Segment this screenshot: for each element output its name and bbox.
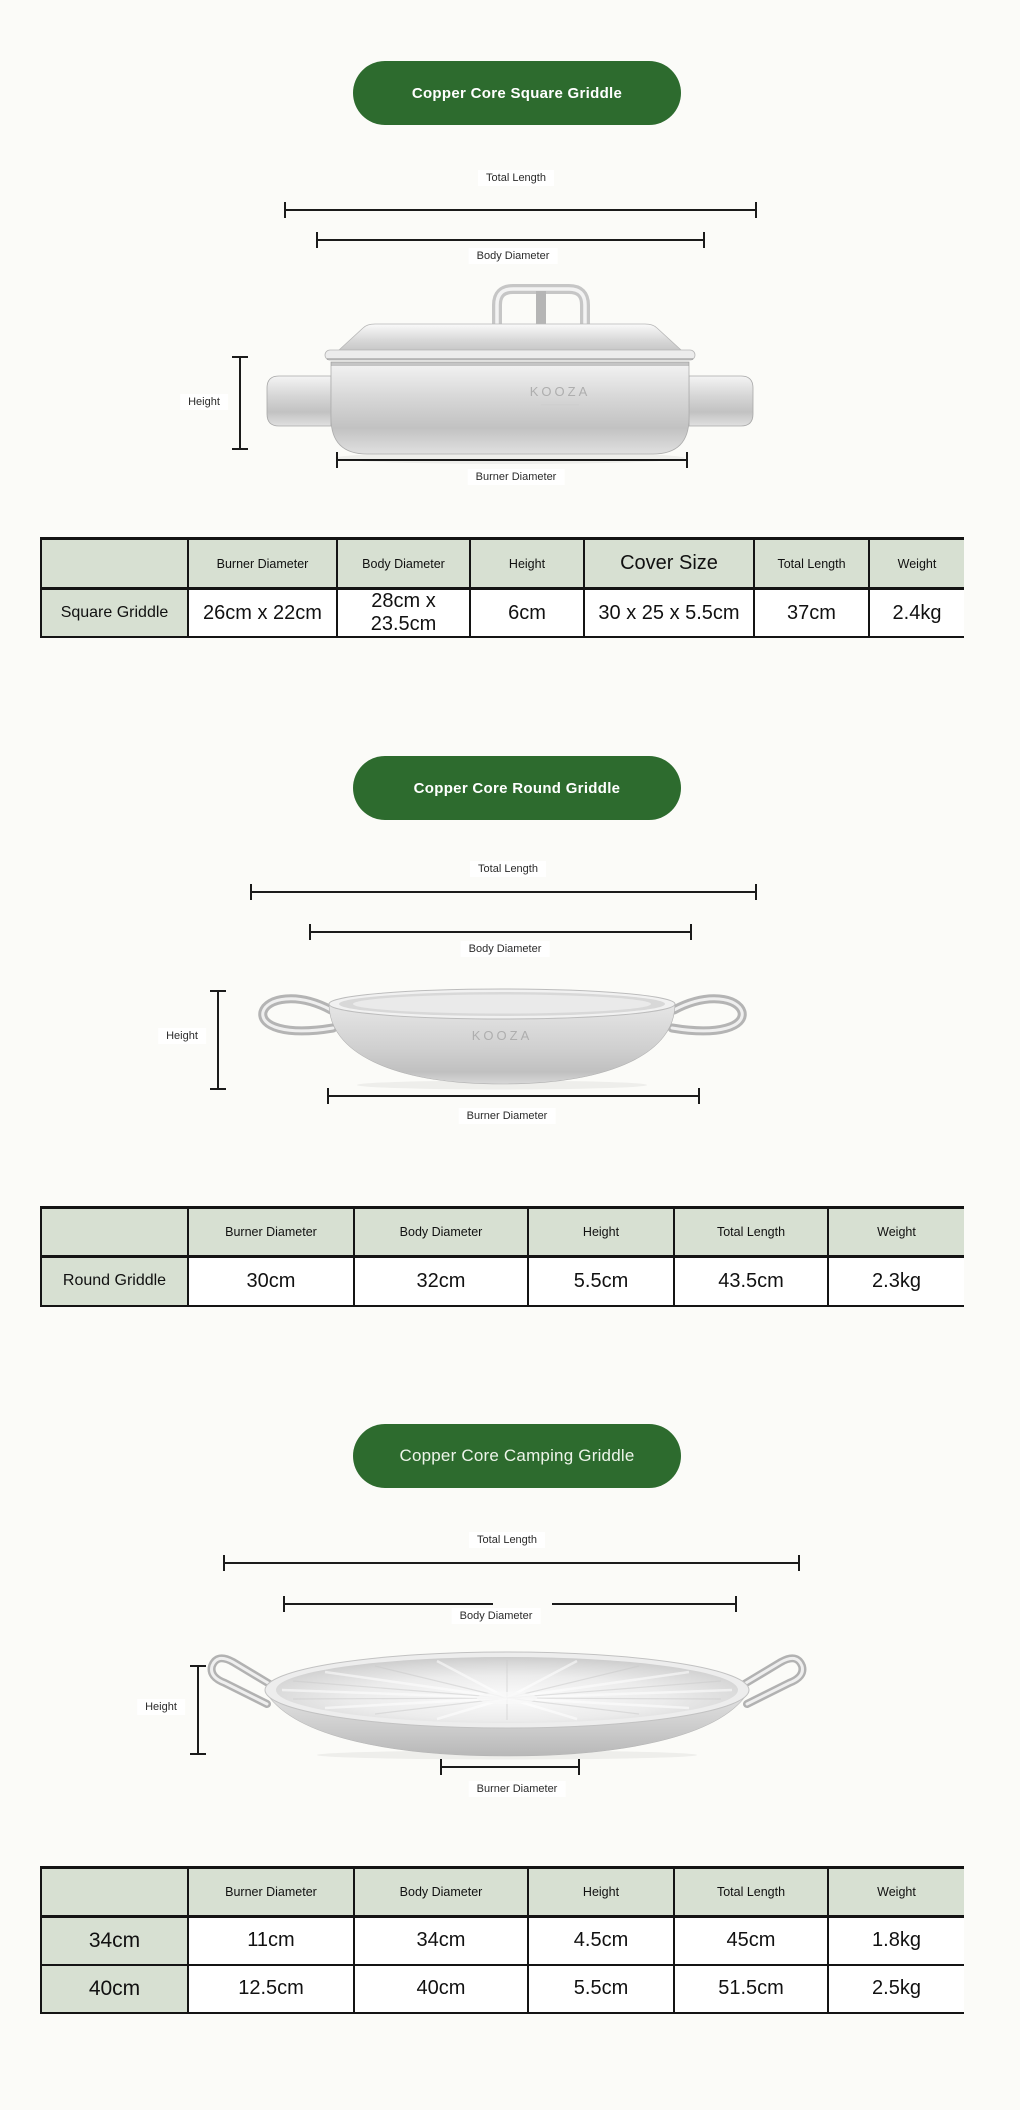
table-header-cell xyxy=(41,1208,188,1257)
right-loop-handle xyxy=(672,999,742,1031)
row-label-cell: 34cm xyxy=(41,1917,188,1965)
burner-diameter-label: Burner Diameter xyxy=(459,1108,556,1124)
square-griddle-product-image xyxy=(265,278,755,468)
section-title-square-griddle xyxy=(353,61,681,125)
burner-diameter-label: Burner Diameter xyxy=(469,1781,566,1797)
table-header-cell: Burner Diameter xyxy=(188,1208,354,1257)
spec-value-cell: 5.5cm xyxy=(528,1257,674,1306)
table-row xyxy=(41,1257,964,1306)
spec-value-cell: 2.4kg xyxy=(869,589,964,638)
body-diameter-line-right xyxy=(552,1603,737,1605)
brand-logo: KOOZA xyxy=(471,1028,533,1043)
spec-value-cell: 40cm xyxy=(354,1965,528,2013)
table-header-cell: Cover Size xyxy=(584,539,754,589)
table-header-cell: Body Diameter xyxy=(337,539,470,589)
table-header-cell: Weight xyxy=(828,1868,964,1917)
burner-diameter-label: Burner Diameter xyxy=(468,469,565,485)
height-line xyxy=(217,990,219,1090)
spec-value-cell: 51.5cm xyxy=(674,1965,828,2013)
brand-logo: KOOZA xyxy=(529,384,591,399)
total-length-line xyxy=(250,891,757,893)
row-label-cell: Square Griddle xyxy=(41,589,188,638)
burner-diameter-line xyxy=(327,1095,700,1097)
section-title-text: Copper Core Camping Griddle xyxy=(399,1446,635,1465)
body-diameter-label: Body Diameter xyxy=(461,941,550,957)
spec-value-cell: 37cm xyxy=(754,589,869,638)
lid-handle-icon xyxy=(497,289,585,328)
left-side-handle xyxy=(267,376,331,426)
lid xyxy=(339,324,681,350)
table-row xyxy=(41,589,964,638)
row-label-cell: Round Griddle xyxy=(41,1257,188,1306)
spec-value-cell: 6cm xyxy=(470,589,584,638)
row-label-cell: 40cm xyxy=(41,1965,188,2013)
table-header-cell: Height xyxy=(528,1208,674,1257)
table-header-cell xyxy=(41,1868,188,1917)
table-header-cell: Body Diameter xyxy=(354,1208,528,1257)
spec-value-cell: 11cm xyxy=(188,1917,354,1965)
table-header-cell xyxy=(41,539,188,589)
body-diameter-line xyxy=(316,239,705,241)
total-length-label: Total Length xyxy=(469,1532,545,1548)
table-row xyxy=(41,1917,964,1965)
spec-value-cell: 30 x 25 x 5.5cm xyxy=(584,589,754,638)
table-header-cell: Total Length xyxy=(674,1868,828,1917)
burner-diameter-line xyxy=(440,1766,580,1768)
height-line xyxy=(197,1665,199,1755)
spec-value-cell: 4.5cm xyxy=(528,1917,674,1965)
spec-value-cell: 34cm xyxy=(354,1917,528,1965)
table-header-row xyxy=(41,539,964,589)
section-title-text: Copper Core Round Griddle xyxy=(413,779,621,797)
section-title-round-griddle xyxy=(353,756,681,820)
left-loop-handle xyxy=(263,999,333,1031)
spec-value-cell: 32cm xyxy=(354,1257,528,1306)
table-header-cell: Burner Diameter xyxy=(188,539,337,589)
height-label: Height xyxy=(180,394,228,410)
table-header-cell: Burner Diameter xyxy=(188,1868,354,1917)
spec-value-cell: 12.5cm xyxy=(188,1965,354,2013)
table-header-cell: Total Length xyxy=(754,539,869,589)
spec-value-cell: 45cm xyxy=(674,1917,828,1965)
total-length-line xyxy=(284,209,757,211)
height-label: Height xyxy=(137,1699,185,1715)
right-wire-handle xyxy=(741,1658,802,1704)
right-side-handle xyxy=(689,376,753,426)
table-header-cell: Total Length xyxy=(674,1208,828,1257)
body-diameter-line-left xyxy=(283,1603,493,1605)
table-header-cell: Height xyxy=(528,1868,674,1917)
camping-griddle-spec-table xyxy=(40,1866,964,2014)
spec-value-cell: 28cm x 23.5cm xyxy=(337,589,470,638)
pan-body xyxy=(331,362,689,454)
spec-value-cell: 30cm xyxy=(188,1257,354,1306)
body-diameter-line xyxy=(309,931,692,933)
spec-value-cell: 1.8kg xyxy=(828,1917,964,1965)
section-title-text: Copper Core Square Griddle xyxy=(411,84,623,102)
spec-value-cell: 26cm x 22cm xyxy=(188,589,337,638)
table-header-cell: Weight xyxy=(828,1208,964,1257)
table-header-row xyxy=(41,1208,964,1257)
spec-value-cell: 5.5cm xyxy=(528,1965,674,2013)
spec-value-cell: 43.5cm xyxy=(674,1257,828,1306)
round-griddle-product-image xyxy=(245,978,760,1093)
body-diameter-label: Body Diameter xyxy=(469,248,558,264)
table-row xyxy=(41,1965,964,2013)
section-title-camping-griddle xyxy=(353,1424,681,1488)
total-length-label: Total Length xyxy=(470,861,546,877)
total-length-line xyxy=(223,1562,800,1564)
height-label: Height xyxy=(158,1028,206,1044)
height-line xyxy=(239,356,241,450)
table-header-cell: Body Diameter xyxy=(354,1868,528,1917)
spec-value-cell: 2.3kg xyxy=(828,1257,964,1306)
body-diameter-label: Body Diameter xyxy=(452,1608,541,1624)
pan-interior xyxy=(353,995,651,1014)
square-griddle-spec-table xyxy=(40,537,964,638)
table-header-cell: Height xyxy=(470,539,584,589)
round-griddle-spec-table xyxy=(40,1206,964,1307)
table-header-row xyxy=(41,1868,964,1917)
camping-griddle-product-image xyxy=(205,1642,810,1762)
spec-value-cell: 2.5kg xyxy=(828,1965,964,2013)
left-wire-handle xyxy=(212,1658,273,1704)
total-length-label: Total Length xyxy=(478,170,554,186)
table-header-cell: Weight xyxy=(869,539,964,589)
